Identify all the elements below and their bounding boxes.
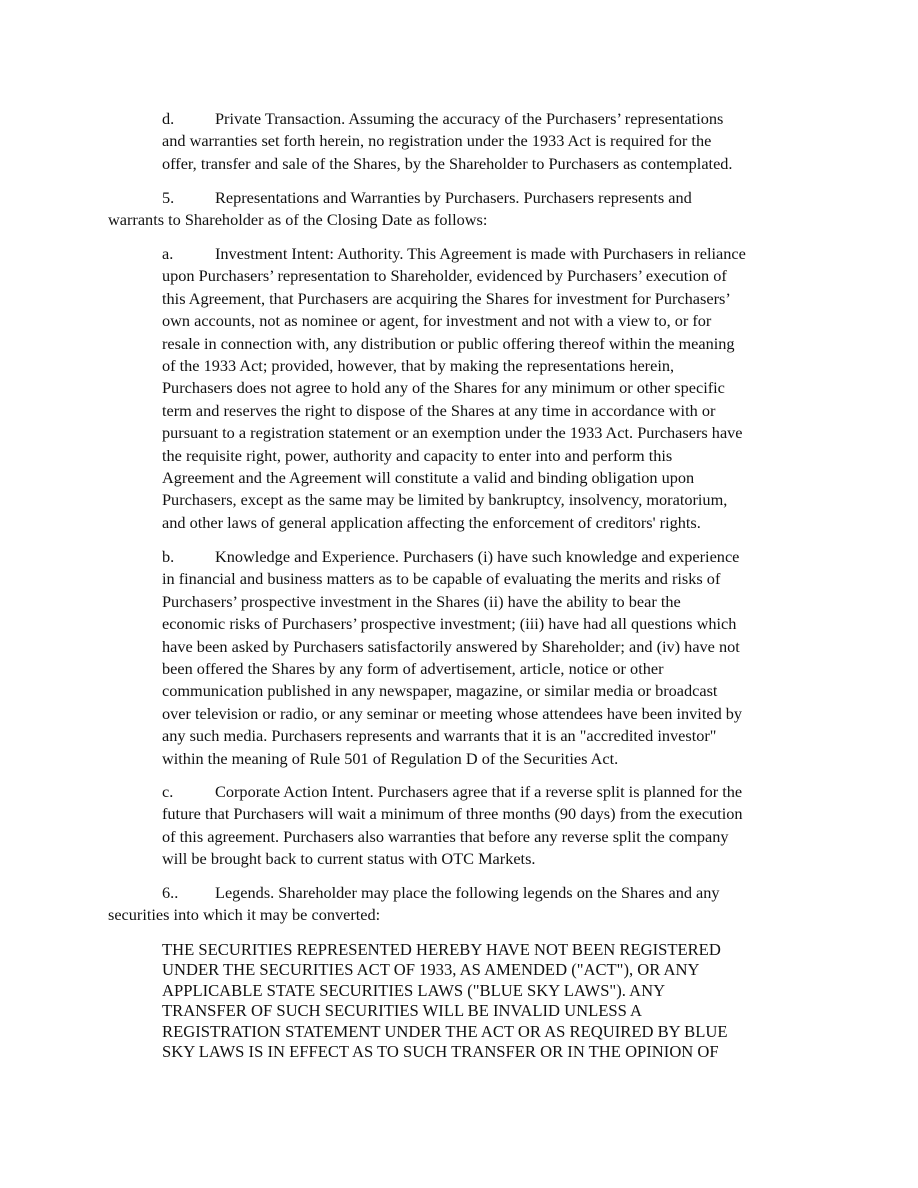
paragraph-c xyxy=(162,781,743,871)
legend-line: SKY LAWS IS IN EFFECT AS TO SUCH TRANSFER OR IN THE OPINION OF xyxy=(162,1042,719,1062)
paragraph-line: d. Private Transaction. Assuming the accuracy of the Purchasers’ representations xyxy=(162,108,733,130)
paragraph-b xyxy=(162,546,742,770)
paragraph-line: and other laws of general application affecting the enforcement of creditors' rights. xyxy=(162,512,701,532)
paragraph-line: 6.. Legends. Shareholder may place the following legends on the Shares and any xyxy=(108,882,720,904)
paragraph-line: this Agreement, that Purchasers are acquiring the Shares for investment for Purchasers’ xyxy=(162,288,731,308)
paragraph-line: of the 1933 Act; provided, however, that by making the representations herein, xyxy=(162,356,675,376)
paragraph-line: offer, transfer and sale of the Shares, by the Shareholder to Purchasers as contemplated. xyxy=(162,153,733,173)
paragraph-a xyxy=(162,243,746,534)
paragraph-line: Agreement and the Agreement will constitute a valid and binding obligation upon xyxy=(162,468,695,488)
paragraph-line: Purchasers’ prospective investment in the Shares (ii) have the ability to bear the xyxy=(162,591,681,611)
legend-line: REGISTRATION STATEMENT UNDER THE ACT OR AS REQUIRED BY BLUE xyxy=(162,1021,728,1041)
paragraph-line: pursuant to a registration statement or an exemption under the 1933 Act. Purchasers have xyxy=(162,423,743,443)
paragraph-line: Purchasers does not agree to hold any of the Shares for any minimum or other specific xyxy=(162,378,725,398)
paragraph-line: b. Knowledge and Experience. Purchasers (i) have such knowledge and experience xyxy=(162,546,742,568)
paragraph-line: within the meaning of Rule 501 of Regulation D of the Securities Act. xyxy=(162,748,619,768)
paragraph-line: c. Corporate Action Intent. Purchasers agree that if a reverse split is planned for the xyxy=(162,781,743,803)
legend-line: TRANSFER OF SUCH SECURITIES WILL BE INVALID UNLESS A xyxy=(162,1001,643,1021)
section-5 xyxy=(108,187,692,232)
paragraph-line: warrants to Shareholder as of the Closing Date as follows: xyxy=(108,210,488,230)
paragraph-line: economic risks of Purchasers’ prospective investment; (iii) have had all questions which xyxy=(162,614,737,634)
paragraph-line: communication published in any newspaper, magazine, or similar media or broadcast xyxy=(162,681,718,701)
paragraph-line: over television or radio, or any seminar or meeting whose attendees have been invited by xyxy=(162,703,743,723)
legend-line: APPLICABLE STATE SECURITIES LAWS ("BLUE SKY LAWS"). ANY xyxy=(162,980,666,1000)
legend-block xyxy=(162,940,728,1062)
paragraph-line: own accounts, not as nominee or agent, for investment and not with a view to, or for xyxy=(162,311,712,331)
paragraph-marker: d. xyxy=(162,109,175,128)
paragraph-marker: c. xyxy=(162,782,174,801)
paragraph-line: 5. Representations and Warranties by Purchasers. Purchasers represents and xyxy=(108,187,692,209)
legend-line: THE SECURITIES REPRESENTED HEREBY HAVE NOT BEEN REGISTERED xyxy=(162,940,721,959)
paragraph-line: have been asked by Purchasers satisfactorily answered by Shareholder; and (iv) have not xyxy=(162,636,740,656)
paragraph-line: and warranties set forth herein, no registration under the 1933 Act is required for the xyxy=(162,131,712,151)
paragraph-line: securities into which it may be converted: xyxy=(108,905,381,925)
legend-line: UNDER THE SECURITIES ACT OF 1933, AS AMENDED ("ACT"), OR ANY xyxy=(162,960,700,980)
paragraph-line: Purchasers, except as the same may be limited by bankruptcy, insolvency, moratorium, xyxy=(162,490,728,510)
paragraph-line: will be brought back to current status with OTC Markets. xyxy=(162,849,536,869)
paragraph-marker: a. xyxy=(162,244,174,263)
paragraph-line: the requisite right, power, authority and capacity to enter into and perform this xyxy=(162,445,673,465)
paragraph-marker: 6.. xyxy=(162,883,179,902)
paragraph-line: term and reserves the right to dispose of the Shares at any time in accordance with or xyxy=(162,400,716,420)
paragraph-line: in financial and business matters as to be capable of evaluating the merits and risks of xyxy=(162,569,721,589)
section-6 xyxy=(108,882,720,927)
paragraph-marker: b. xyxy=(162,547,175,566)
paragraph-line: of this agreement. Purchasers also warranties that before any reverse split the company xyxy=(162,826,729,846)
paragraph-marker: 5. xyxy=(162,188,175,207)
paragraph-line: a. Investment Intent: Authority. This Agreement is made with Purchasers in reliance xyxy=(162,243,746,265)
paragraph-d xyxy=(162,108,733,175)
paragraph-line: upon Purchasers’ representation to Shareholder, evidenced by Purchasers’ execution of xyxy=(162,266,727,286)
paragraph-line: been offered the Shares by any form of advertisement, article, notice or other xyxy=(162,659,664,679)
paragraph-line: any such media. Purchasers represents and warrants that it is an "accredited investor" xyxy=(162,726,717,746)
paragraph-line: resale in connection with, any distribution or public offering thereof within the meaning xyxy=(162,333,735,353)
paragraph-line: future that Purchasers will wait a minimum of three months (90 days) from the execution xyxy=(162,804,743,824)
